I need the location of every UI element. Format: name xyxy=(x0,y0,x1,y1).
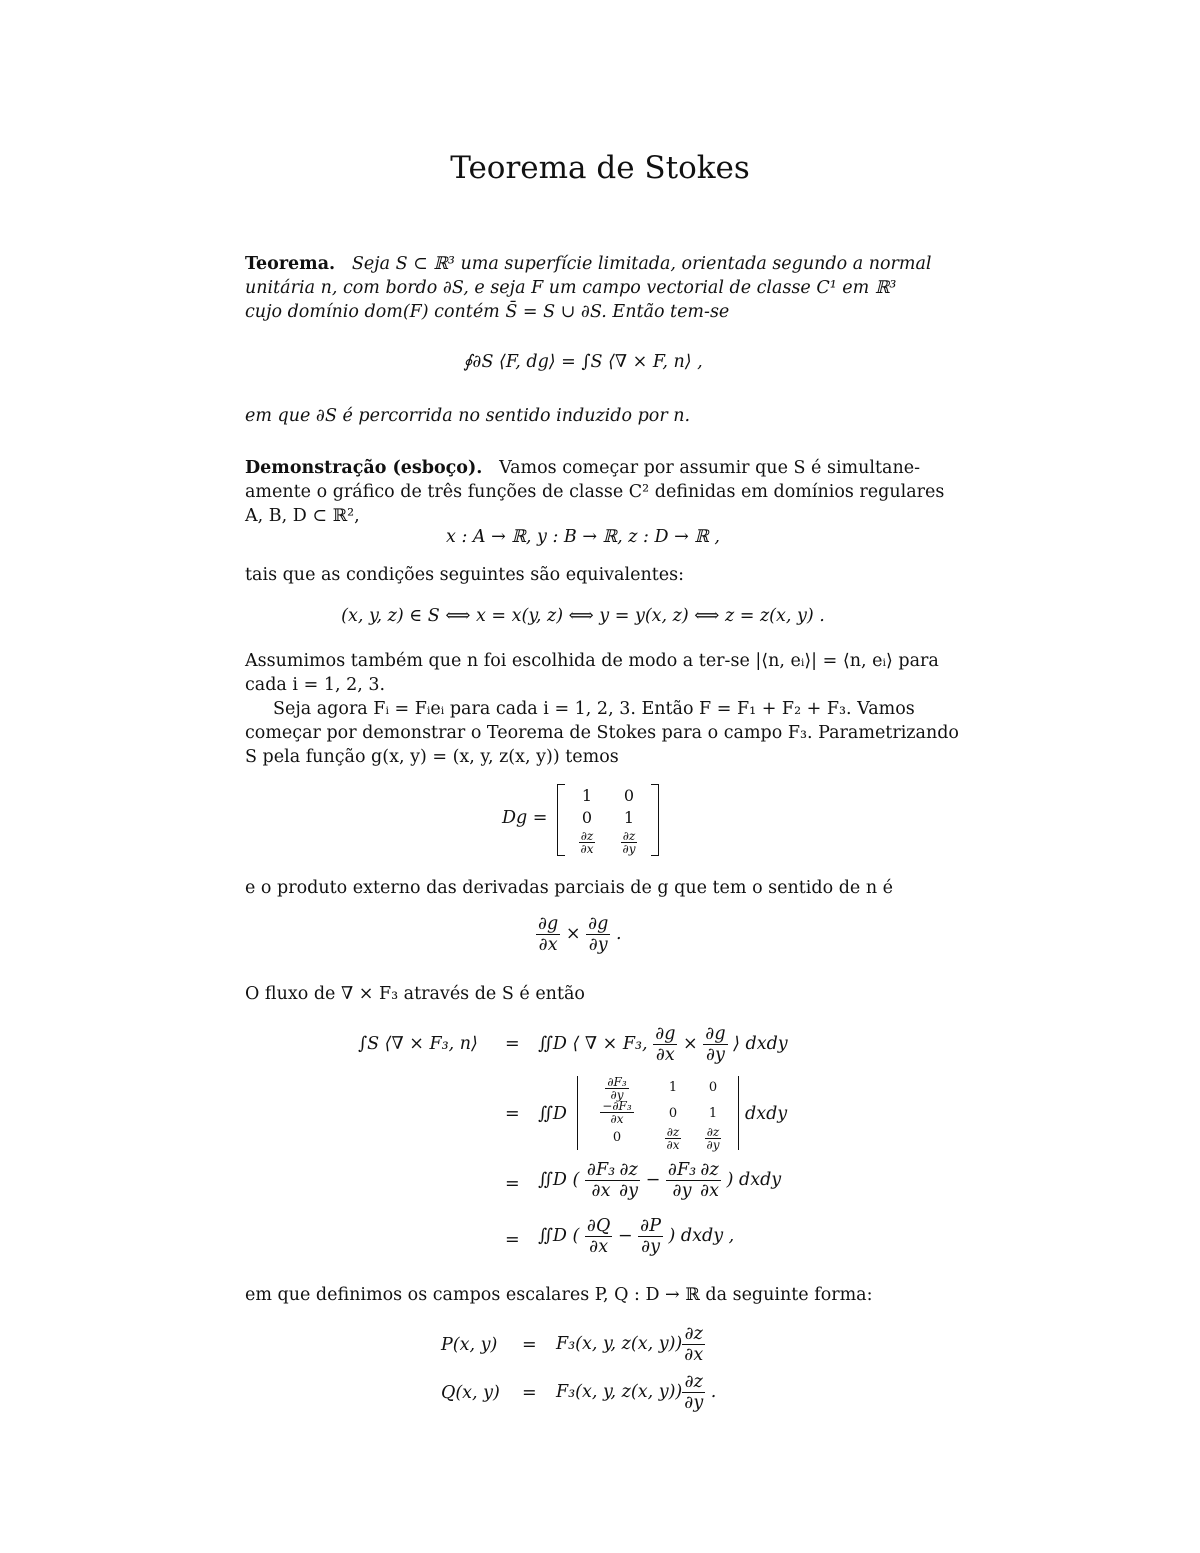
proof-line-6: cada i = 1, 2, 3. xyxy=(245,675,386,695)
cross-num-1: ∂g xyxy=(538,914,559,934)
flux-frac-num: ∂P xyxy=(640,1216,661,1236)
det-cell: 1 xyxy=(708,1106,718,1121)
proof-line-5: Assumimos também que n foi escolhida de modo a ter-se |⟨n, eᵢ⟩| = ⟨n, eᵢ⟩ para xyxy=(245,651,939,671)
proof-block xyxy=(245,456,945,528)
matrix-cell: 1 xyxy=(623,808,635,827)
theorem-after: em que ∂S é percorrida no sentido induzido por n. xyxy=(245,406,691,426)
equals-3: = xyxy=(505,1174,520,1194)
det-cell: ∂F₃ xyxy=(607,1075,627,1089)
proof-line-4: tais que as condições seguintes são equivalentes: xyxy=(245,565,684,585)
flux-frac-num: ∂z xyxy=(698,1160,721,1181)
det-cell: −∂F₃ xyxy=(602,1099,632,1113)
theorem-line-2: unitária n, com bordo ∂S, e seja F um campo vectorial de classe C¹ em ℝ³ xyxy=(245,278,897,298)
det-cell: 0 xyxy=(668,1106,678,1121)
matrix-cell: 0 xyxy=(581,808,593,827)
q-lhs: Q(x, y) xyxy=(441,1383,500,1403)
equals-2: = xyxy=(505,1104,520,1124)
flux-frac-num: ∂z xyxy=(617,1160,640,1181)
flux-row-1-post: ⟩ dxdy xyxy=(733,1034,788,1054)
proof-paragraph-2 xyxy=(245,649,959,769)
p-lhs: P(x, y) xyxy=(441,1335,498,1355)
det-cell: 0 xyxy=(708,1080,718,1095)
q-equals: = xyxy=(522,1383,537,1403)
det-cell: 1 xyxy=(668,1080,678,1095)
q-frac-den: ∂y xyxy=(684,1393,704,1413)
dg-matrix xyxy=(557,784,659,856)
minus-sign: − xyxy=(645,1170,661,1190)
det-cell: ∂x xyxy=(610,1112,624,1126)
flux-row-4-post: ) dxdy , xyxy=(668,1226,735,1246)
proof-line-11: O fluxo de ∇ × F₃ através de S é então xyxy=(245,984,585,1004)
flux-row-2-pre: ∬D xyxy=(538,1104,567,1124)
cross-op: × xyxy=(565,924,581,944)
proof-line-10: e o produto externo das derivadas parciais de g que tem o sentido de n é xyxy=(245,878,894,898)
det-cell: ∂z xyxy=(665,1126,682,1139)
flux-frac-num: ∂F₃ xyxy=(586,1160,616,1180)
flux-cross-op: × xyxy=(683,1034,698,1054)
q-frac-num: ∂z xyxy=(682,1372,705,1393)
flux-row-3-post: ) dxdy xyxy=(726,1170,782,1190)
flux-frac-num: ∂g xyxy=(655,1024,676,1044)
theorem-equation: ∮∂S ⟨F, dg⟩ = ∫S ⟨∇ × F, n⟩ , xyxy=(463,352,703,372)
cross-product xyxy=(536,914,622,955)
theorem-label: Teorema. xyxy=(245,254,336,274)
proof-line-3: A, B, D ⊂ ℝ², xyxy=(245,506,360,526)
flux-frac-den: ∂y xyxy=(641,1237,661,1257)
eq-functions: x : A → ℝ, y : B → ℝ, z : D → ℝ , xyxy=(446,527,720,547)
flux-row-4 xyxy=(538,1216,734,1257)
determinant xyxy=(577,1076,739,1150)
flux-row-1 xyxy=(538,1024,788,1065)
equals-4: = xyxy=(505,1230,520,1250)
flux-frac-den: ∂x xyxy=(589,1237,609,1257)
cross-den-1: ∂x xyxy=(538,935,558,955)
minus-sign: − xyxy=(617,1226,633,1246)
p-frac-num: ∂z xyxy=(682,1324,705,1345)
matrix-frac-num: ∂z xyxy=(579,830,596,843)
cross-den-2: ∂y xyxy=(588,935,608,955)
matrix-frac-num: ∂z xyxy=(621,830,638,843)
theorem-line-3: cujo domínio dom(F) contém S̄ = S ∪ ∂S. Então tem-se xyxy=(245,302,730,322)
flux-frac-den: ∂x xyxy=(591,1181,611,1201)
theorem-block xyxy=(245,252,932,324)
flux-frac-num: ∂Q xyxy=(586,1216,611,1236)
proof-line-12: em que definimos os campos escalares P, Q : D → ℝ da seguinte forma: xyxy=(245,1285,873,1305)
proof-label: Demonstração (esboço). xyxy=(245,458,483,478)
q-rhs: F₃(x, y, z(x, y)) xyxy=(556,1382,683,1402)
det-cell: ∂y xyxy=(706,1138,720,1152)
flux-frac-num: ∂F₃ xyxy=(667,1160,697,1180)
p-rhs: F₃(x, y, z(x, y)) xyxy=(556,1334,683,1354)
proof-line-2: amente o gráfico de três funções de classe C² definidas em domínios regulares xyxy=(245,482,945,502)
proof-line-7: Seja agora Fᵢ = Fᵢeᵢ para cada i = 1, 2, 3. Então F = F₁ + F₂ + F₃. Vamos xyxy=(273,699,915,719)
flux-frac-den: ∂x xyxy=(700,1181,720,1201)
p-rhs-group xyxy=(556,1324,705,1365)
q-rhs-group xyxy=(556,1372,716,1413)
flux-row-3 xyxy=(538,1160,781,1201)
matrix-frac-den: ∂x xyxy=(580,842,594,856)
flux-frac-den: ∂y xyxy=(705,1045,725,1065)
flux-row-3-pre: ∬D ( xyxy=(538,1170,580,1190)
flux-frac-den: ∂y xyxy=(672,1181,692,1201)
flux-frac-den: ∂y xyxy=(619,1181,639,1201)
cross-num-2: ∂g xyxy=(588,914,609,934)
flux-lhs: ∫S ⟨∇ × F₃, n⟩ xyxy=(358,1034,478,1054)
flux-frac-den: ∂x xyxy=(655,1045,675,1065)
proof-line-9: S pela função g(x, y) = (x, y, z(x, y)) temos xyxy=(245,747,619,767)
det-cell: ∂z xyxy=(705,1126,722,1139)
det-cell: ∂y xyxy=(610,1088,624,1102)
cross-end: . xyxy=(615,924,622,944)
matrix-frac-den: ∂y xyxy=(622,842,636,856)
det-cell: 0 xyxy=(612,1130,622,1145)
dg-lhs: Dg = xyxy=(502,808,548,828)
q-end: . xyxy=(710,1382,717,1402)
theorem-line-1: Seja S ⊂ ℝ³ uma superfície limitada, orientada segundo a normal xyxy=(351,254,932,274)
equals-1: = xyxy=(505,1034,520,1054)
flux-row-1-pre: ∬D ⟨ ∇ × F₃, xyxy=(538,1034,648,1054)
proof-line-1: Vamos começar por assumir que S é simultane- xyxy=(499,458,921,478)
flux-frac-num: ∂g xyxy=(705,1024,726,1044)
page-title: Teorema de Stokes xyxy=(450,150,750,186)
p-equals: = xyxy=(522,1335,537,1355)
matrix-cell: 0 xyxy=(623,786,635,805)
matrix-cell: 1 xyxy=(581,786,593,805)
flux-row-2-post: dxdy xyxy=(745,1104,788,1124)
p-frac-den: ∂x xyxy=(684,1345,704,1365)
eq-equivalence: (x, y, z) ∈ S ⟺ x = x(y, z) ⟺ y = y(x, z) ⟺ z = z(x, y) . xyxy=(341,606,825,626)
proof-line-8: começar por demonstrar o Teorema de Stokes para o campo F₃. Parametrizando xyxy=(245,723,959,743)
flux-row-4-pre: ∬D ( xyxy=(538,1226,580,1246)
det-cell: ∂x xyxy=(666,1138,680,1152)
